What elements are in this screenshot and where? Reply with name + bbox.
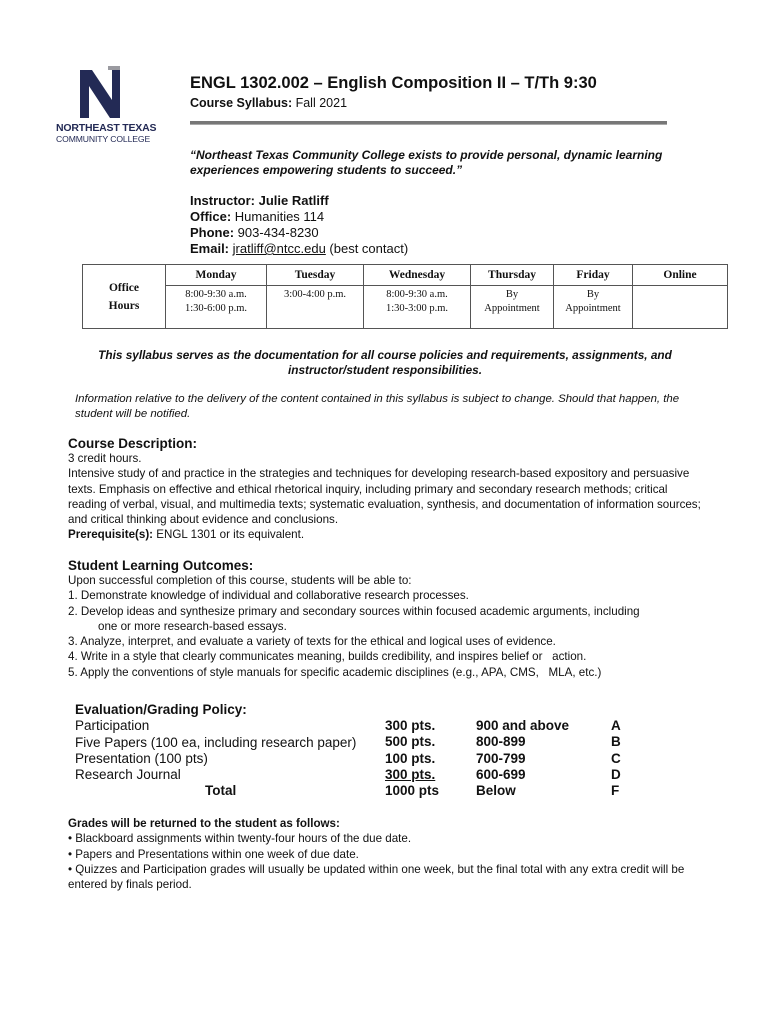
course-title: ENGL 1302.002 – English Composition II – T/Th 9:30 — [190, 74, 597, 92]
email-label: Email: — [190, 241, 230, 256]
logo-line-1: NORTHEAST TEXAS — [56, 122, 157, 134]
hours-wednesday-line1: 8:00-9:30 a.m. — [386, 289, 448, 300]
email-note: (best contact) — [325, 241, 409, 256]
grading-item-points: 300 pts. — [385, 766, 436, 782]
hours-friday-line2: Appointment — [565, 303, 621, 314]
grading-item-points: 500 pts. — [385, 734, 436, 750]
grading-total-label: Total — [205, 783, 237, 799]
prerequisite-label: Prerequisite(s): — [68, 528, 154, 542]
header-divider — [190, 121, 667, 125]
outcome-item-continued: one or more research-based essays. — [98, 619, 287, 633]
grade-returns-section — [68, 816, 718, 892]
office-hours-table — [82, 264, 728, 329]
change-note: Information relative to the delivery of the content contained in this syllabus is subject to change. Should that happen, the student will be notified. — [75, 393, 680, 420]
course-description-heading: Course Description: — [68, 436, 198, 451]
day-header-wednesday: Wednesday — [364, 265, 471, 286]
mission-statement: “Northeast Texas Community College exists to provide personal, dynamic learning experiences empowering students to succeed.” — [190, 148, 663, 177]
syllabus-subtitle — [190, 96, 347, 110]
office-hours-label-line2: Hours — [108, 299, 140, 312]
hours-tuesday-line1: 3:00-4:00 p.m. — [283, 289, 347, 300]
outcome-item: 2. Develop ideas and synthesize primary and secondary sources within focused academic arguments, including — [68, 604, 640, 618]
grading-item-points: 100 pts. — [385, 750, 436, 766]
hours-wednesday — [364, 286, 471, 329]
email-link[interactable]: jratliff@ntcc.edu — [232, 241, 326, 256]
course-credits: 3 credit hours. — [68, 452, 142, 465]
grading-items — [75, 702, 356, 800]
grade-range: 800-899 — [476, 734, 526, 750]
grading-points-column — [385, 718, 439, 799]
course-description-section — [68, 436, 708, 543]
grade-range: 900 and above — [476, 718, 570, 733]
outcome-item: 5. Apply the conventions of style manuals for specific academic disciplines (e.g., APA, CMS, MLA, etc.) — [68, 665, 602, 679]
grading-heading: Evaluation/Grading Policy: — [75, 702, 247, 717]
day-header-thursday: Thursday — [471, 265, 554, 286]
grading-item-name: Presentation (100 pts) — [75, 750, 208, 766]
hours-monday — [166, 286, 267, 329]
grade-range-column — [476, 718, 569, 799]
outcomes-intro: Upon successful completion of this course, students will be able to: — [68, 574, 412, 587]
grade-range: 700-799 — [476, 750, 526, 766]
learning-outcomes-section — [68, 558, 728, 680]
grading-item-name: Research Journal — [75, 767, 181, 783]
day-header-friday: Friday — [554, 265, 633, 286]
hours-monday-line1: 8:00-9:30 a.m. — [185, 289, 247, 300]
logo-line-2: COMMUNITY COLLEGE — [56, 134, 151, 144]
grade-letter: D — [611, 766, 621, 782]
office-value: Humanities 114 — [231, 209, 325, 224]
instructor-name: Instructor: Julie Ratliff — [190, 193, 329, 208]
college-logo — [56, 66, 160, 144]
hours-tuesday — [267, 286, 364, 329]
hours-wednesday-line2: 1:30-3:00 p.m. — [385, 303, 449, 314]
grading-item-name: Participation — [75, 718, 150, 734]
day-header-monday: Monday — [166, 265, 267, 286]
hours-friday-line1: By — [586, 289, 600, 300]
returns-item: • Papers and Presentations within one week of due date. — [68, 847, 359, 861]
day-header-tuesday: Tuesday — [267, 265, 364, 286]
grading-item-points: 300 pts. — [385, 718, 436, 733]
day-header-online: Online — [633, 265, 728, 286]
prerequisite-value: ENGL 1301 or its equivalent. — [153, 528, 305, 542]
hours-friday — [554, 286, 633, 329]
office-label: Office: — [190, 209, 232, 224]
outcome-item: 3. Analyze, interpret, and evaluate a variety of texts for the ethical and logical uses of evidence. — [68, 635, 556, 649]
phone-value: 903-434-8230 — [234, 225, 319, 240]
hours-thursday-line2: Appointment — [484, 303, 540, 314]
instructor-info — [190, 193, 408, 257]
office-hours-label — [83, 265, 166, 329]
grade-letter-column — [611, 718, 621, 799]
grade-letter: C — [611, 750, 621, 766]
subtitle-value: Fall 2021 — [292, 96, 348, 110]
grade-letter: B — [611, 734, 621, 750]
outcome-item: 4. Write in a style that clearly communicates meaning, builds credibility, and inspires belief or action. — [68, 650, 587, 664]
hours-thursday-line1: By — [505, 289, 519, 300]
grade-range: 600-699 — [476, 766, 526, 782]
ntcc-n-logo-icon — [80, 66, 126, 118]
grade-letter: A — [611, 718, 621, 733]
returns-item: • Blackboard assignments within twenty-four hours of the due date. — [68, 832, 412, 846]
hours-monday-line2: 1:30-6:00 p.m. — [184, 303, 248, 314]
grade-range: Below — [476, 783, 516, 799]
policy-note: This syllabus serves as the documentation for all course policies and requirements, assignments, and instructor/student responsibilities. — [98, 348, 672, 377]
outcomes-heading: Student Learning Outcomes: — [68, 558, 254, 573]
subtitle-label: Course Syllabus: — [190, 96, 293, 110]
grade-letter: F — [611, 783, 620, 799]
hours-online — [633, 286, 728, 329]
returns-heading: Grades will be returned to the student as follows: — [68, 817, 340, 830]
phone-label: Phone: — [190, 225, 235, 240]
grading-total-points: 1000 pts — [385, 783, 440, 799]
course-description-text: Intensive study of and practice in the strategies and techniques for developing research-based expository and persuasive texts. Emphasis on effective and ethical rhetorical inquiry, including primary and secondary research methods; critical reading of verbal, visual, and multimedia texts; systematic evaluation, synthesis, and documentation of information sources; and critical thinking about evidence and conclusions. — [68, 467, 701, 527]
outcome-item: 1. Demonstrate knowledge of individual and collaborative research processes. — [68, 589, 469, 603]
returns-item: • Quizzes and Participation grades will usually be updated within one week, but the final total with any extra credit will be entered by finals period. — [68, 862, 685, 892]
office-hours-label-line1: Office — [108, 281, 139, 294]
hours-thursday — [471, 286, 554, 329]
grading-item-name: Five Papers (100 ea, including research paper) — [75, 734, 357, 750]
